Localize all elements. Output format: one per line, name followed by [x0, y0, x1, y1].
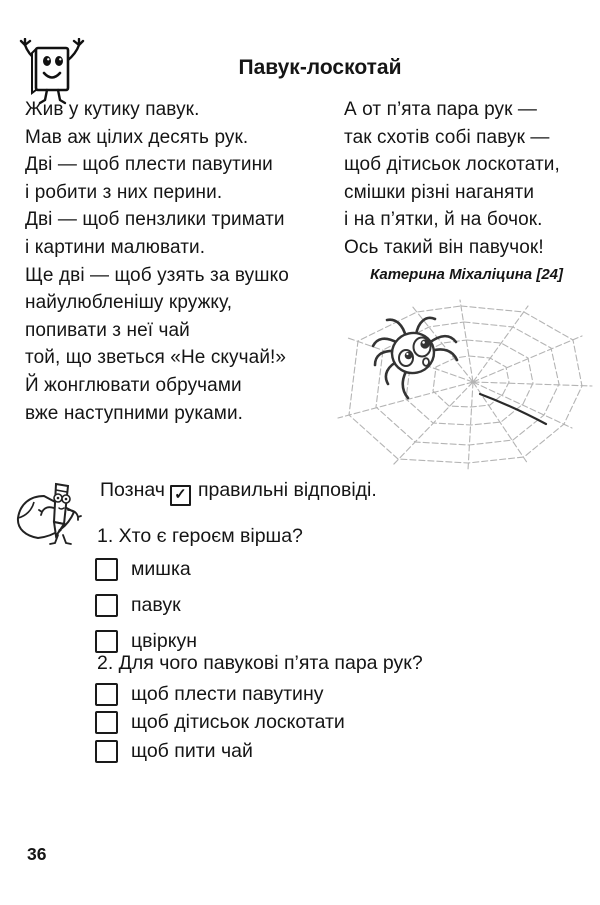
question-1-options — [95, 551, 535, 659]
poem-line: і картини малювати. — [25, 236, 206, 258]
option-label: павук — [131, 593, 181, 616]
poem-line: так схотів собі павук — — [344, 126, 550, 148]
question-1-label: 1. Хто є героєм вірша? — [97, 525, 303, 547]
option-row-plesty-pavutynu[interactable] — [95, 680, 535, 709]
poem-line: Жив у кутику павук. — [25, 99, 200, 120]
question-2-label: 2. Для чого павукові п’ята пара рук? — [97, 652, 423, 674]
poem-column-right — [344, 96, 584, 262]
checked-checkbox-icon — [170, 485, 191, 506]
poem-line: вже наступними руками. — [25, 402, 244, 424]
poem-line: і робити з них перини. — [25, 181, 223, 203]
checkbox-loskotaty[interactable] — [95, 711, 118, 734]
pencil-character-icon — [14, 466, 98, 548]
poem-line: той, що зветься «Не скучай!» — [25, 347, 287, 369]
option-label: щоб плести павутину — [131, 682, 324, 705]
poem-line: смішки різні наганяти — [344, 181, 535, 203]
option-row-pavuk[interactable] — [95, 587, 535, 623]
poem-line: Мав аж цілих десять рук. — [25, 126, 249, 148]
option-row-loskotaty[interactable] — [95, 709, 535, 738]
poem-author: Катерина Міхаліцина [24] — [370, 266, 563, 283]
option-label: мишка — [131, 557, 191, 580]
checkbox-pavuk[interactable] — [95, 594, 118, 617]
checkbox-plesty-pavutynu[interactable] — [95, 683, 118, 706]
poem-line: Дві — щоб плести павутини — [25, 154, 273, 176]
task-instruction-suffix: правильні відповіді. — [197, 479, 377, 501]
poem-line: А от п’ята пара рук — — [344, 99, 538, 120]
spider-on-web-illustration — [330, 298, 595, 476]
checkbox-pyty-chai[interactable] — [95, 740, 118, 763]
option-row-pyty-chai[interactable] — [95, 737, 535, 766]
spider-icon — [373, 318, 457, 398]
task-instruction-prefix: Познач — [100, 479, 165, 501]
poem-line: і на п’ятки, й на бочок. — [344, 209, 543, 231]
question-2-options — [95, 680, 535, 766]
poem-line: Ось такий він павучок! — [344, 236, 544, 258]
option-row-myshka[interactable] — [95, 551, 535, 587]
poem-line: Дві — щоб пензлики тримати — [25, 209, 285, 231]
poem-line: найулюбленішу кружку, — [25, 292, 233, 314]
check-mark: ✓ — [174, 486, 187, 503]
option-label: цвіркун — [131, 629, 197, 652]
poem-line: Ще дві — щоб узять за вушко — [25, 264, 289, 286]
checkbox-myshka[interactable] — [95, 558, 118, 581]
task-instruction — [100, 479, 520, 506]
poem-line: щоб дітисьок лоскотати, — [344, 154, 560, 176]
web-strand-dark — [480, 394, 546, 424]
poem-column-left — [25, 96, 330, 427]
page-number: 36 — [27, 844, 47, 864]
checkbox-tsvirkun[interactable] — [95, 630, 118, 653]
page-title: Павук-лоскотай — [238, 56, 402, 79]
poem-line: попивати з неї чай — [25, 319, 190, 341]
option-label: щоб пити чай — [131, 739, 253, 762]
option-label: щоб дітисьок лоскотати — [131, 711, 345, 734]
poem-line: Й жонглювати обручами — [25, 374, 242, 396]
web — [338, 300, 592, 470]
